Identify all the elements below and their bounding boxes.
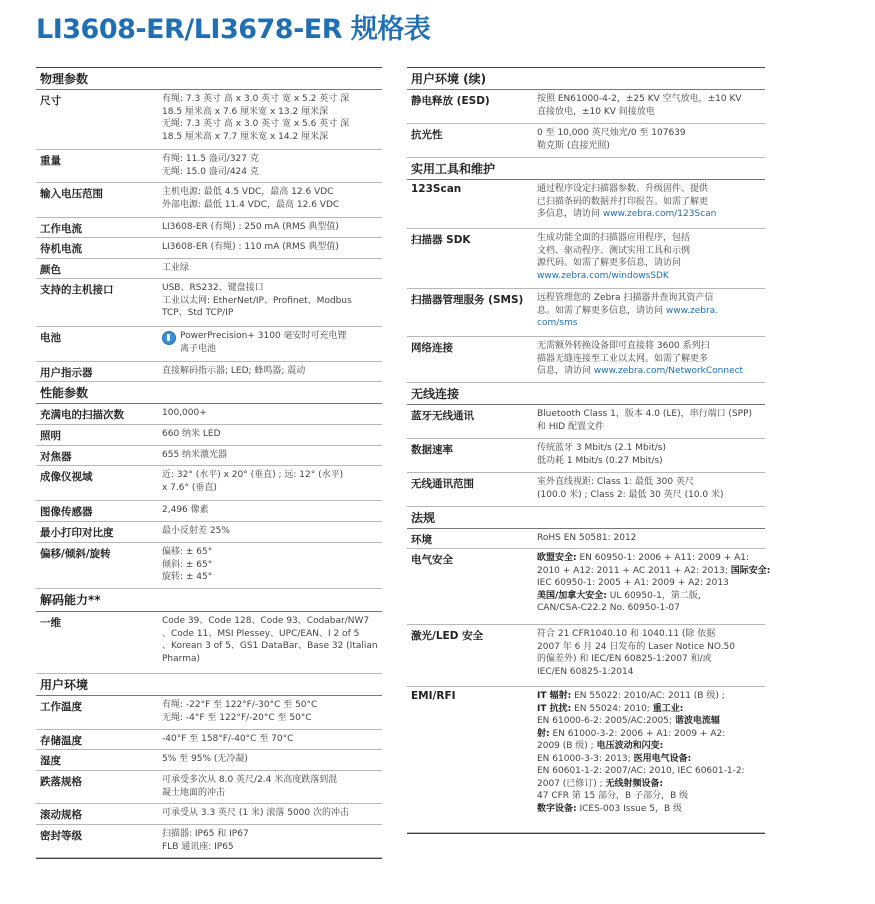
spec-row bbox=[407, 337, 765, 383]
spec-value: LI3608-ER (有绳) : 110 mA (RMS 典型值) bbox=[162, 242, 339, 252]
spec-value: 通过程序设定扫描器参数、升级固件、提供 已扫描条码的数据并打印报告。如需了解更 多信息，请访问 www.zebra.com/123Scan bbox=[537, 184, 717, 219]
section-header: 用户环境 bbox=[36, 674, 382, 696]
spec-label: EMI/RFI bbox=[411, 690, 456, 702]
url-link[interactable]: www.zebra. bbox=[665, 305, 719, 316]
spec-row bbox=[36, 612, 382, 674]
spec-label: 成像仪视域 bbox=[40, 471, 93, 483]
spec-value: IT 辐射: EN 55022: 2010/AC: 2011 (B 级) ; IT 抗扰: EN 55024: 2010; 重工业: EN 61000-6-2: 2005/AC:2005; 谐波电流辐 射: EN 61000-3-2: 2006 + A1: 2009 + A2: 2009 (B 级) ; 电压波动和闪变: EN 61000-3-3: 2013; 医用电气设备: EN 60601-1-2: 2007/AC: 2010, IEC 60601-1-2: 2007 (已修订) ; 无线射频设备: 47 CFR 第 15 部分，B 子部分，B 级 数字设备: ICES-003 Issue 5，B 级 bbox=[537, 691, 745, 814]
spec-row bbox=[36, 696, 382, 730]
spec-label: 湿度 bbox=[40, 755, 61, 767]
spec-label: 重量 bbox=[40, 155, 61, 167]
spec-row bbox=[36, 150, 382, 183]
spec-value: 有绳: 7.3 英寸 高 x 3.0 英寸 宽 x 5.2 英寸 深 18.5 厘米高 x 7.6 厘米宽 x 13.2 厘米深 无绳: 7.3 英寸 高 x 3.0 英寸 宽 x 5.6 英寸 深 18.5 厘米高 x 7.7 厘米宽 x 14.2 厘米深 bbox=[162, 94, 350, 142]
spec-value: LI3608-ER (有绳) : 250 mA (RMS 典型值) bbox=[162, 222, 339, 232]
spec-value: 按照 EN61000-4-2，±25 KV 空气放电，±10 KV 直接放电，±10 KV 间接放电 bbox=[537, 94, 742, 117]
spec-row bbox=[36, 183, 382, 218]
spec-value: 传统蓝牙 3 Mbit/s (2.1 Mbit/s) 低功耗 1 Mbit/s (0.27 Mbit/s) bbox=[537, 443, 666, 466]
spec-label: 网络连接 bbox=[411, 342, 453, 354]
spec-label: 充满电的扫描次数 bbox=[40, 409, 124, 421]
spec-row bbox=[36, 90, 382, 150]
spec-label: 最小打印对比度 bbox=[40, 527, 114, 539]
spec-row bbox=[36, 425, 382, 446]
spec-value: 工业绿 bbox=[162, 263, 190, 273]
spec-row bbox=[407, 473, 765, 507]
spec-label: 电气安全 bbox=[411, 554, 453, 566]
spec-value: 5% 至 95% (无冷凝) bbox=[162, 754, 248, 764]
spec-label: 扫描器 SDK bbox=[411, 234, 471, 246]
battery-logo-icon bbox=[162, 331, 176, 345]
page-title: LI3608-ER/LI3678-ER 规格表 bbox=[36, 14, 431, 45]
spec-label: 偏移/倾斜/旋转 bbox=[40, 548, 111, 560]
spec-row bbox=[36, 327, 382, 362]
spec-column-left bbox=[36, 67, 382, 859]
section-header: 无线连接 bbox=[407, 383, 765, 405]
spec-value: 100,000+ bbox=[162, 408, 207, 418]
spec-row bbox=[407, 289, 765, 337]
spec-row bbox=[407, 405, 765, 439]
spec-value: 室外直线视距: Class 1: 最低 300 英尺 (100.0 米) ; Class 2: 最低 30 英尺 (10.0 米) bbox=[537, 477, 724, 500]
section-header: 法规 bbox=[407, 507, 765, 529]
spec-value: RoHS EN 50581: 2012 bbox=[537, 533, 637, 543]
spec-label: 123Scan bbox=[411, 183, 462, 195]
spec-label: 静电释放 (ESD) bbox=[411, 95, 490, 107]
spec-row bbox=[36, 238, 382, 259]
spec-label: 对焦器 bbox=[40, 451, 72, 463]
spec-row bbox=[407, 625, 765, 687]
spec-label: 跌落规格 bbox=[40, 776, 82, 788]
spec-label: 抗光性 bbox=[411, 129, 443, 141]
spec-label: 支持的主机接口 bbox=[40, 284, 114, 296]
spec-column-right bbox=[407, 67, 771, 834]
spec-row bbox=[36, 466, 382, 501]
spec-label: 颜色 bbox=[40, 264, 61, 276]
spec-row bbox=[36, 279, 382, 327]
spec-value: Bluetooth Class 1，版本 4.0 (LE)，串行端口 (SPP) 和 HID 配置文件 bbox=[537, 409, 753, 432]
section-header: 解码能力** bbox=[36, 589, 382, 612]
spec-value: 偏移: ± 65° 倾斜: ± 65° 旋转: ± 45° bbox=[162, 547, 213, 582]
spec-row bbox=[36, 501, 382, 522]
spec-value: Code 39、Code 128、Code 93、Codabar/NW7 、Code 11、MSI Plessey、UPC/EAN、I 2 of 5 、Korean 3 of 5、GS1 DataBar、Base 32 (Italian Pharma) bbox=[162, 616, 378, 664]
spec-value: 0 至 10,000 英尺烛光/0 至 107639 勒克斯 (直接光照) bbox=[537, 128, 686, 151]
spec-label: 环境 bbox=[411, 534, 432, 546]
spec-value: 直接解码指示器; LED; 蜂鸣器; 震动 bbox=[162, 366, 306, 376]
spec-value: 可承受从 3.3 英尺 (1 米) 滚落 5000 次的冲击 bbox=[162, 808, 349, 818]
spec-row bbox=[36, 804, 382, 825]
spec-row bbox=[407, 529, 765, 549]
spec-label: 一维 bbox=[40, 617, 61, 629]
spec-row bbox=[407, 180, 765, 229]
spec-label: 存储温度 bbox=[40, 735, 82, 747]
section-header: 性能参数 bbox=[36, 382, 382, 404]
spec-value: 可承受多次从 8.0 英尺/2.4 米高度跌落到混 凝土地面的冲击 bbox=[162, 775, 338, 798]
spec-value: 扫描器: IP65 和 IP67 FLB 通讯座: IP65 bbox=[162, 829, 249, 852]
spec-label: 激光/LED 安全 bbox=[411, 630, 484, 642]
spec-value: 无需额外转换设备即可直接将 3600 系列扫 描器无缝连接至工业以太网。如需了解更多 信息，请访问 www.zebra.com/NetworkConnect bbox=[537, 341, 744, 376]
url-link[interactable]: www.zebra.com/123Scan bbox=[602, 209, 717, 219]
spec-value: 远程管理您的 Zebra 扫描器并查询其资产信 息。如需了解更多信息，请访问 www.zebra. com/sms bbox=[537, 293, 719, 328]
spec-row bbox=[36, 404, 382, 425]
spec-label: 输入电压范围 bbox=[40, 188, 103, 200]
spec-row bbox=[407, 229, 765, 289]
spec-value: 660 纳米 LED bbox=[162, 429, 221, 439]
spec-value: 符合 21 CFR1040.10 和 1040.11 (除 依据 2007 年 6 月 24 日发布的 Laser Notice NO.50 的偏差外) 和 IEC/EN 60825-1:2007 和/或 IEC/EN 60825-1:2014 bbox=[537, 629, 735, 677]
spec-label: 照明 bbox=[40, 430, 61, 442]
spec-label: 用户指示器 bbox=[40, 367, 93, 379]
spec-label: 电池 bbox=[40, 332, 61, 344]
spec-row bbox=[36, 362, 382, 382]
section-header: 用户环境 (续) bbox=[407, 68, 765, 90]
url-link[interactable]: www.zebra.com/NetworkConnect bbox=[593, 366, 744, 376]
spec-label: 扫描器管理服务 (SMS) bbox=[411, 294, 524, 306]
spec-row bbox=[36, 771, 382, 804]
spec-row bbox=[407, 549, 771, 625]
spec-value: 最小反射差 25% bbox=[162, 526, 230, 536]
spec-row bbox=[36, 750, 382, 771]
spec-value: PowerPrecision+ 3100 毫安时可充电锂 离子电池 bbox=[162, 327, 382, 361]
spec-value: USB、RS232、键盘接口 工业以太网: EtherNet/IP、Profinet、Modbus TCP、Std TCP/IP bbox=[162, 283, 352, 318]
spec-value: 有绳: -22°F 至 122°F/-30°C 至 50°C 无绳: -4°F 至 122°F/-20°C 至 50°C bbox=[162, 700, 318, 723]
spec-row bbox=[36, 218, 382, 238]
spec-value: 欧盟安全: EN 60950-1: 2006 + A11: 2009 + A1: 2010 + A12: 2011 + AC 2011 + A2: 2013; 国际安全: IEC 60950-1: 2005 + A1: 2009 + A2: 2013 美国/加拿大安全: UL 60950-1，第二版， CAN/CSA-C22.2 No. 60950-1-07 bbox=[537, 553, 771, 613]
spec-value: 655 纳米激光器 bbox=[162, 450, 228, 460]
spec-row bbox=[36, 543, 382, 589]
spec-label: 工作温度 bbox=[40, 701, 82, 713]
spec-value: 2,496 像素 bbox=[162, 505, 209, 515]
spec-row bbox=[407, 124, 765, 158]
spec-row bbox=[407, 439, 765, 473]
spec-label: 工作电流 bbox=[40, 223, 82, 235]
spec-row bbox=[36, 446, 382, 466]
spec-value: 有绳: 11.5 盎司/327 克 无绳: 15.0 盎司/424 克 bbox=[162, 154, 259, 177]
url-link[interactable]: com/sms bbox=[537, 318, 578, 328]
spec-row bbox=[36, 730, 382, 750]
spec-row bbox=[36, 522, 382, 543]
spec-value: 近: 32° (水平) x 20° (垂直) ; 远: 12° (水平) x 7.6° (垂直) bbox=[162, 470, 344, 493]
spec-label: 密封等级 bbox=[40, 830, 82, 842]
spec-label: 图像传感器 bbox=[40, 506, 93, 518]
spec-value: 主机电源: 最低 4.5 VDC，最高 12.6 VDC 外部电源: 最低 11.4 VDC，最高 12.6 VDC bbox=[162, 187, 340, 210]
spec-value: -40°F 至 158°F/-40°C 至 70°C bbox=[162, 734, 294, 744]
spec-row bbox=[36, 259, 382, 279]
spec-value: 生成功能全面的扫描器应用程序，包括 文档、驱动程序、测试实用工具和示例 源代码。如需了解更多信息，请访问 www.zebra.com/windowsSDK bbox=[537, 233, 691, 281]
spec-label: 无线通讯范围 bbox=[411, 478, 474, 490]
section-header: 实用工具和维护 bbox=[407, 158, 765, 180]
spec-label: 数据速率 bbox=[411, 444, 453, 456]
spec-row bbox=[407, 687, 765, 833]
spec-row bbox=[407, 90, 765, 124]
spec-row bbox=[36, 825, 382, 858]
section-header: 物理参数 bbox=[36, 68, 382, 90]
spec-label: 滚动规格 bbox=[40, 809, 82, 821]
spec-label: 待机电流 bbox=[40, 243, 82, 255]
spec-label: 蓝牙无线通讯 bbox=[411, 410, 474, 422]
spec-label: 尺寸 bbox=[40, 95, 61, 107]
url-link[interactable]: www.zebra.com/windowsSDK bbox=[537, 270, 669, 281]
